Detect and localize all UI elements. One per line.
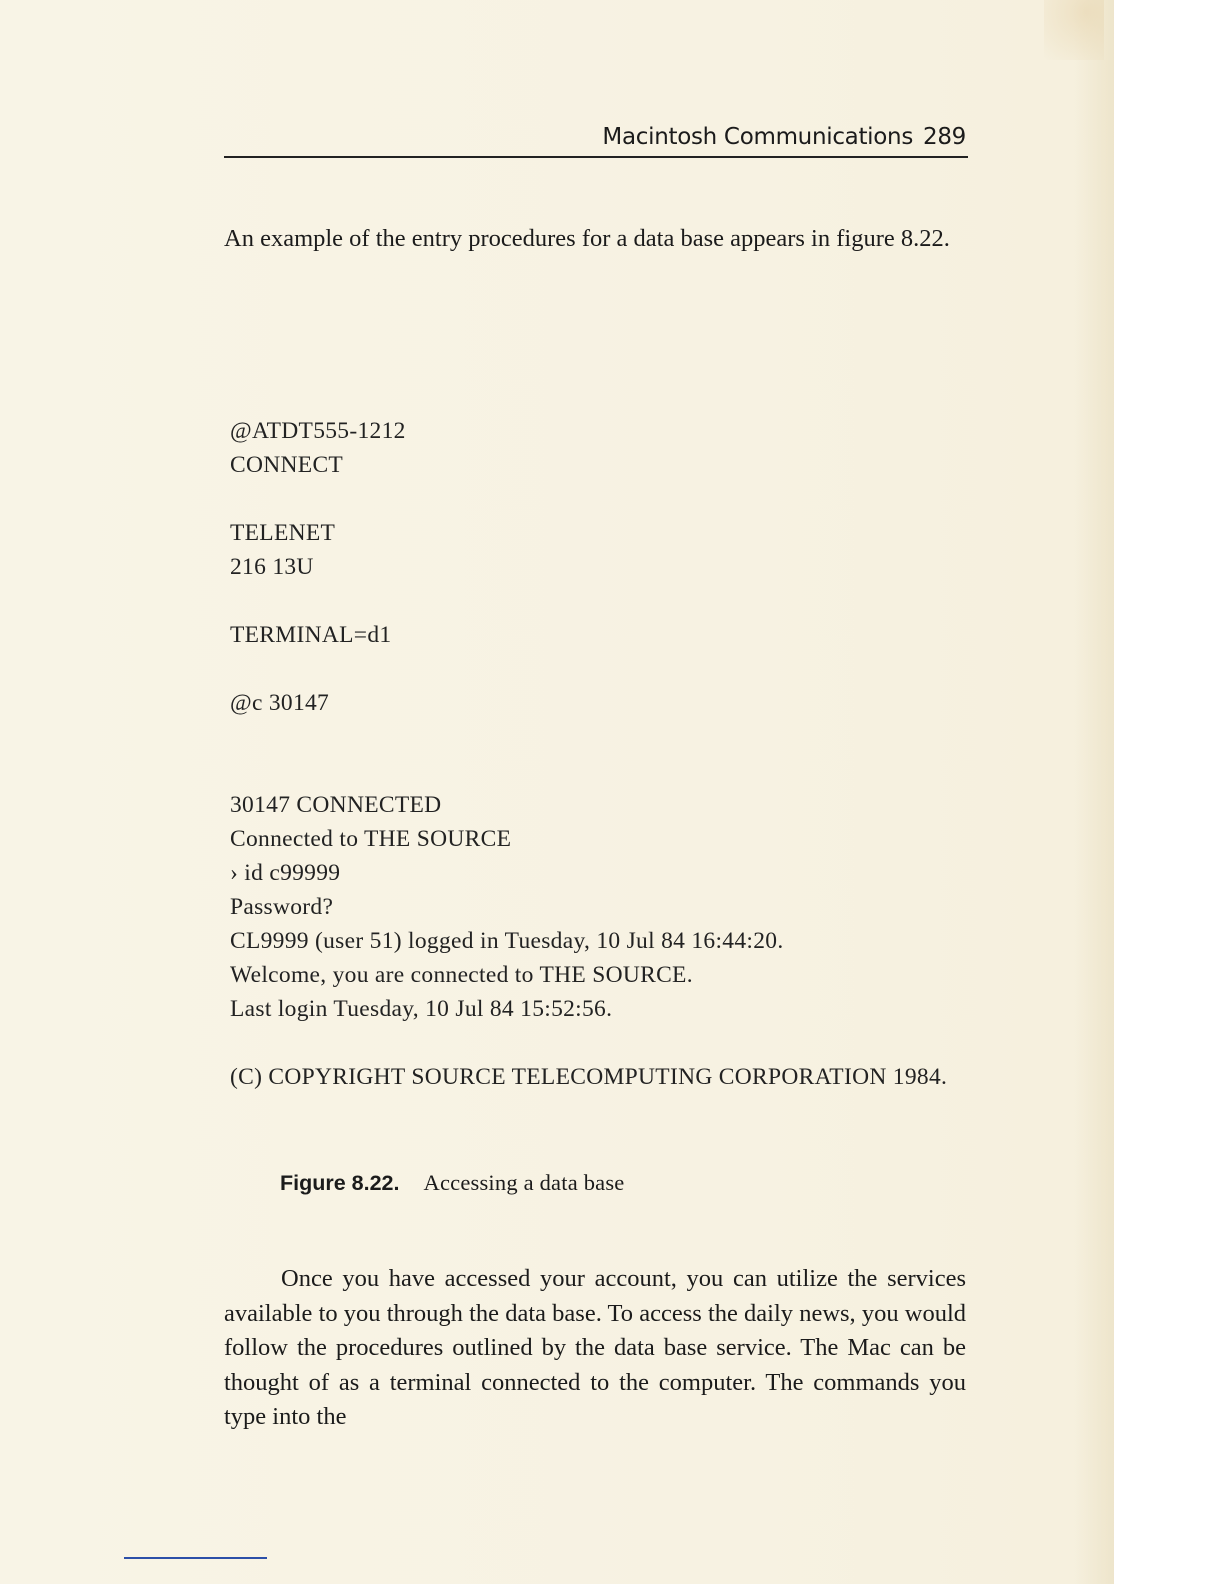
body-paragraph [224,1262,966,1435]
terminal-line: CL9999 (user 51) logged in Tuesday, 10 Jul 84 16:44:20. [230,928,784,954]
terminal-line: CONNECT [230,452,344,478]
terminal-line: (C) COPYRIGHT SOURCE TELECOMPUTING CORPORATION 1984. [230,1064,948,1090]
terminal-line: @c 30147 [230,690,330,716]
gutter-shadow [1074,0,1114,1584]
page-number: 289 [923,124,966,150]
terminal-line: 216 13U [230,554,314,580]
terminal-line: Connected to THE SOURCE [230,826,512,852]
terminal-line: › id c99999 [230,860,341,886]
terminal-line: Welcome, you are connected to THE SOURCE. [230,962,693,988]
terminal-line: TERMINAL=d1 [230,622,392,648]
footnote-rule [124,1557,267,1559]
intro-paragraph [224,222,966,257]
terminal-line: @ATDT555-1212 [230,418,406,444]
figure-caption [280,1170,625,1196]
body-paragraph-text: Once you have accessed your account, you can utilize the services available to you through the data base. To access the daily news, you would follow the procedures outlined by the data base service. The Mac can be thought of as a terminal connected to the computer. The commands you type into the [224,1265,966,1430]
running-header [224,118,968,158]
intro-paragraph-text: An example of the entry procedures for a data base appears in figure 8.22. [224,225,950,252]
terminal-line: Last login Tuesday, 10 Jul 84 15:52:56. [230,996,613,1022]
figure-label: Figure 8.22. [280,1171,400,1195]
header-title: Macintosh Communications [602,124,913,150]
terminal-line: Password? [230,894,334,920]
terminal-line: TELENET [230,520,336,546]
figure-caption-text: Accessing a data base [423,1170,625,1195]
corner-stain [1044,0,1104,60]
scan-margin [1114,0,1224,1584]
terminal-line: 30147 CONNECTED [230,792,442,818]
